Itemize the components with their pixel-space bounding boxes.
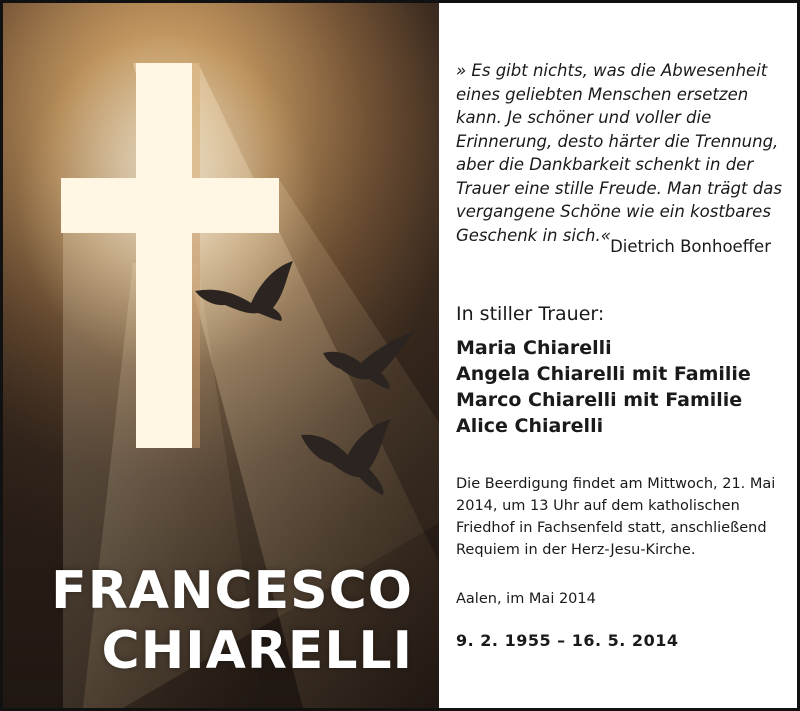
deceased-first-name: FRANCESCO xyxy=(51,561,413,621)
mourners-list xyxy=(456,335,751,439)
mourner-name: Alice Chiarelli xyxy=(456,415,604,437)
place-and-date: Aalen, im Mai 2014 xyxy=(456,591,596,607)
memorial-image-panel xyxy=(3,3,439,708)
mourner-name: Angela Chiarelli mit Familie xyxy=(456,363,751,385)
mourning-label: In stiller Trauer: xyxy=(456,303,605,325)
bonhoeffer-quote: » Es gibt nichts, was die Abwesenheit eines geliebten Menschen ersetzen kann. Je schöner und voller die Erinnerung, desto härter die Trennung, aber die Dankbarkeit schenkt in der Trauer eine stille Freude. Man trägt das vergangene Schöne wie ein kostbares Geschenk in sich.« xyxy=(456,61,782,245)
mourner-name: Maria Chiarelli xyxy=(456,337,612,359)
deceased-last-name: CHIARELLI xyxy=(101,621,413,681)
mourner-name: Marco Chiarelli mit Familie xyxy=(456,389,743,411)
quote-author: Dietrich Bonhoeffer xyxy=(610,237,771,256)
text-panel xyxy=(439,3,797,708)
funeral-details: Die Beerdigung findet am Mittwoch, 21. Mai 2014, um 13 Uhr auf dem katholischen Friedhof in Fachsenfeld statt, anschließend Requiem in der Herz-Jesu-Kirche. xyxy=(456,476,776,558)
life-dates: 9. 2. 1955 – 16. 5. 2014 xyxy=(456,631,679,650)
